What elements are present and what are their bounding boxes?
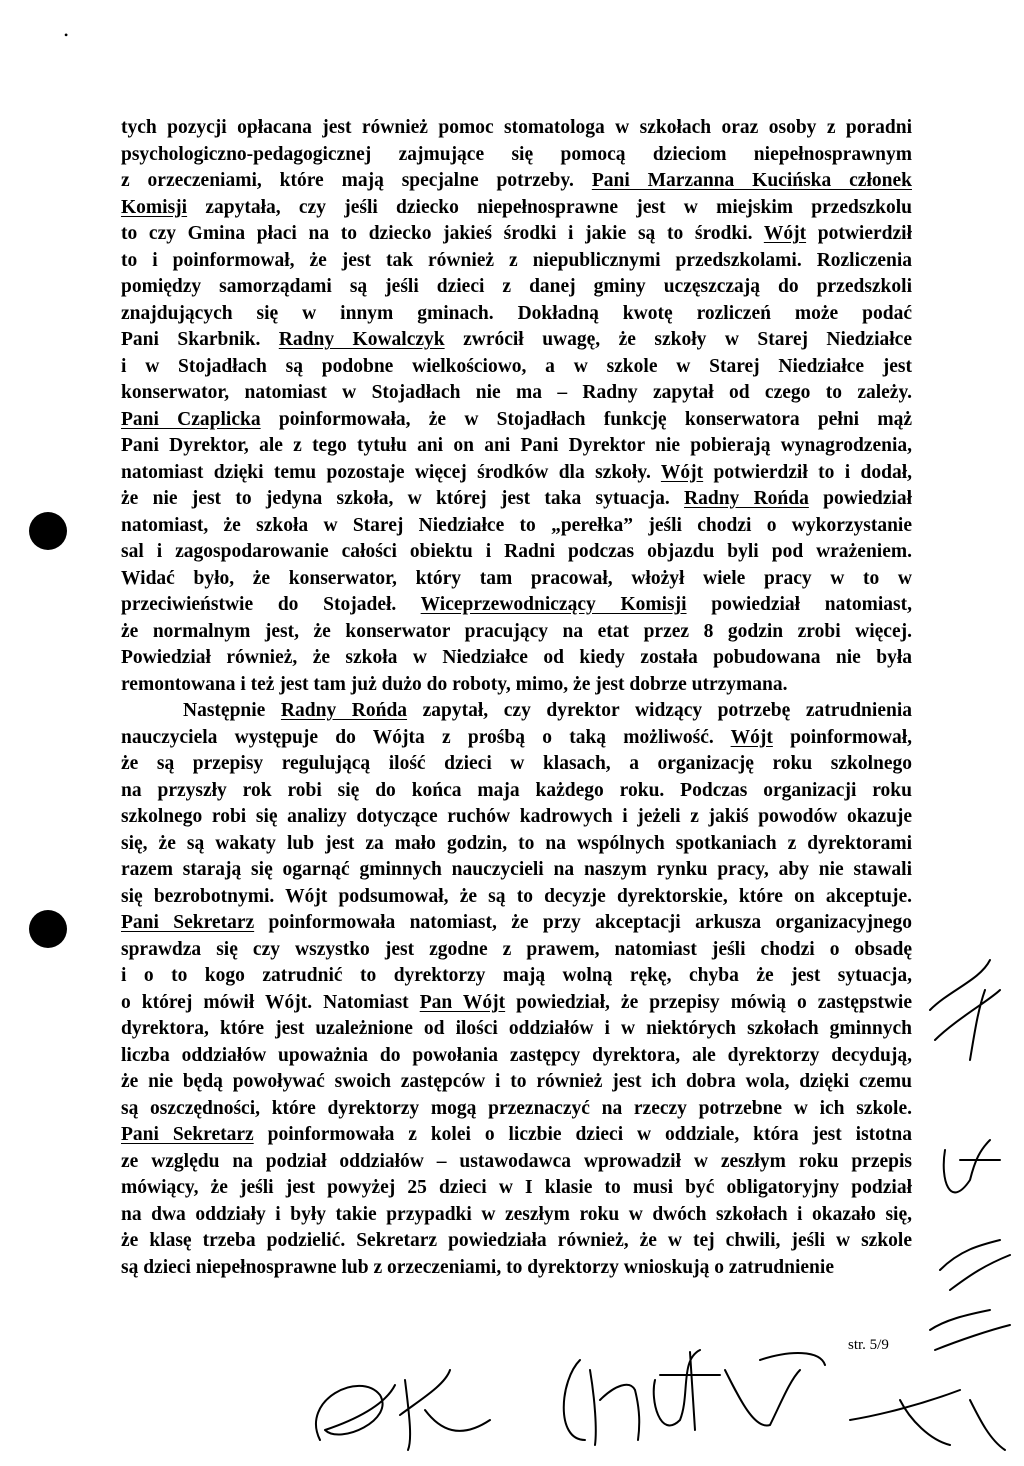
text-line	[121, 1016, 912, 1043]
text-line	[121, 486, 912, 513]
underlined-speaker: Komisji	[121, 196, 188, 218]
underlined-speaker: Wójt	[763, 223, 807, 244]
text-span: przeciwieństwie do Stojadeł.	[121, 594, 421, 615]
underlined-speaker: Wójt	[660, 461, 704, 483]
underlined-speaker: Pani Sekretarz	[121, 912, 255, 933]
punch-hole-top	[29, 512, 67, 550]
text-span: potwierdził	[806, 223, 912, 244]
text-line	[121, 248, 912, 275]
underlined-speaker: Radny Rońda	[684, 488, 809, 509]
text-span: poinformowała z kolei o liczbie dzieci w oddziale, która jest istotna	[253, 1124, 913, 1145]
underlined-speaker: Wójt	[730, 726, 773, 748]
text-span: poinformowała natomiast, że przy akceptacji arkusza organizacyjnego	[254, 912, 913, 933]
text-line	[121, 831, 912, 858]
text-span: Pani Dyrektor, ale z tego tytułu ani on ani Pani Dyrektor nie pobierają wynagrodzenia,	[121, 435, 912, 456]
text-span: psychologiczno-pedagogicznej zajmujące się pomocą dzieciom niepełnosprawnym	[121, 143, 912, 165]
text-line	[121, 566, 912, 593]
text-line	[121, 407, 912, 434]
text-span: dyrektora, które jest uzależnione od ilości oddziałów i w niektórych szkołach gminnych	[121, 1018, 912, 1039]
text-span: na dwa oddziały i były takie przypadki w zeszłym roku w dwóch szkołach i okazało się,	[121, 1203, 912, 1225]
text-line	[121, 460, 912, 487]
text-span: nauczyciela występuje do Wójta z prośbą o taką możliwość.	[121, 726, 731, 748]
text-line	[121, 168, 912, 195]
text-line	[121, 592, 912, 619]
underlined-speaker: Pani Marzanna Kucińska członek	[591, 170, 912, 191]
underlined-speaker: Pani Sekretarz	[121, 1124, 254, 1145]
text-line	[121, 354, 912, 381]
text-span: znajdujących się w innym gminach. Dokładną kwotę rozliczeń może podać	[121, 302, 912, 324]
text-line	[121, 1149, 912, 1176]
text-line	[121, 1228, 912, 1255]
text-span: się bezrobotnymi. Wójt podsumował, że są to decyzje dyrektorskie, które on akceptuje.	[121, 885, 912, 907]
text-line	[121, 645, 912, 672]
text-span: sprawdza się czy wszystko jest zgodne z prawem, natomiast jeśli chodzi o obsadę	[121, 938, 912, 960]
text-span: z orzeczeniami, które mają specjalne potrzeby.	[121, 170, 592, 191]
text-line	[121, 221, 912, 248]
text-span: są dzieci niepełnosprawne lub z orzeczeniami, to dyrektorzy wnioskują o zatrudnienie	[121, 1256, 834, 1278]
text-line	[121, 751, 912, 778]
text-line	[121, 301, 912, 328]
text-span: są oszczędności, które dyrektorzy mogą przeznaczyć na rzeczy potrzebne w ich szkole.	[121, 1097, 912, 1119]
text-span: powiedział, że przepisy mówią o zastępstwie	[505, 991, 912, 1013]
underlined-speaker: Wiceprzewodniczący Komisji	[420, 594, 687, 615]
text-span: natomiast dzięki temu pozostaje więcej środków dla szkoły.	[121, 461, 661, 483]
text-line	[121, 327, 912, 354]
underlined-speaker: Pan Wójt	[419, 991, 506, 1013]
page-number: str. 5/9	[848, 1337, 889, 1353]
text-span: poinformował,	[772, 726, 912, 748]
text-line	[121, 990, 912, 1017]
text-span: to i poinformował, że jest tak również z niepublicznymi przedszkolami. Rozliczenia	[121, 249, 912, 271]
text-line	[121, 195, 912, 222]
text-line	[121, 725, 912, 752]
text-line	[121, 1122, 912, 1149]
text-line	[121, 1043, 912, 1070]
text-span: to czy Gmina płaci na to dziecko jakieś środki i jakie są to środki.	[121, 223, 764, 244]
text-span: o której mówił Wójt. Natomiast	[121, 991, 420, 1013]
text-line	[121, 804, 912, 831]
text-span: Powiedział również, że szkoła w Niedziałce od kiedy została pobudowana nie była	[121, 647, 912, 668]
text-line	[121, 698, 912, 725]
text-span: że klasę trzeba podzielić. Sekretarz powiedziała również, że w tej chwili, jeśli w szkole	[121, 1230, 912, 1251]
text-span: natomiast, że szkoła w Starej Niedziałce to „perełka” jeśli chodzi o wykorzystanie	[121, 514, 912, 536]
text-span: i o to kogo zatrudnić to dyrektorzy mają wolną rękę, chyba że jest sytuacja,	[121, 965, 912, 986]
text-line	[121, 778, 912, 805]
text-span: na przyszły rok robi się do końca maja każdego roku. Podczas organizacji roku	[121, 779, 912, 801]
signature-bottom-1	[316, 1370, 490, 1450]
text-span: ze względu na podział oddziałów – ustawodawca wprowadził w zeszłym roku przepis	[121, 1150, 912, 1172]
text-line	[121, 963, 912, 990]
text-span: że nie będą powoływać swoich zastępców i to również jest ich dobra wola, dzięki czemu	[121, 1071, 912, 1092]
text-line	[121, 274, 912, 301]
text-span: zapytała, czy jeśli dziecko niepełnosprawne jest w miejskim przedszkolu	[187, 196, 912, 218]
text-line	[121, 937, 912, 964]
text-line	[121, 539, 912, 566]
signature-bottom-3	[725, 1353, 825, 1426]
underlined-speaker: Radny Rońda	[280, 700, 408, 721]
signature-bottom-2	[564, 1350, 720, 1445]
text-span: Widać było, że konserwator, który tam pracował, włożył wiele pracy w to w	[121, 567, 912, 589]
text-line	[121, 380, 912, 407]
text-line	[121, 115, 912, 142]
text-span: i w Stojadłach są podobne wielkościowo, a w szkole w Starej Niedziałce jest	[121, 355, 912, 377]
text-span: sal i zagospodarowanie całości obiektu i Radni podczas objazdu byli pod wrażeniem.	[121, 541, 912, 562]
text-span: zwrócił uwagę, że szkoły w Starej Niedziałce	[444, 329, 912, 350]
text-span: że nie jest to jedyna szkoła, w której jest taka sytuacja.	[121, 488, 685, 509]
text-line	[121, 513, 912, 540]
text-span: konserwator, natomiast w Stojadłach nie ma – Radny zapytał od czego to zależy.	[121, 382, 912, 403]
text-line	[121, 1255, 912, 1282]
text-span: szkolnego robi się analizy dotyczące ruchów kadrowych i jeżeli z jakiś powodów okazuje	[121, 806, 912, 827]
text-span: razem starają się ogarnąć gminnych nauczycieli na naszym rynku pracy, aby nie stawali	[121, 859, 912, 880]
text-line	[121, 672, 912, 699]
text-line	[121, 142, 912, 169]
underlined-speaker: Pani Czaplicka	[121, 408, 261, 430]
text-line	[121, 857, 912, 884]
text-line	[121, 1096, 912, 1123]
text-line	[121, 884, 912, 911]
text-span: pomiędzy samorządami są jeśli dzieci z danej gminy uczęszczają do przedszkoli	[121, 276, 912, 297]
text-span: remontowana i też jest tam już dużo do roboty, mimo, że jest dobrze utrzymana.	[121, 673, 788, 695]
punch-hole-bottom	[29, 910, 67, 948]
text-line	[121, 1069, 912, 1096]
text-span: mówiący, że jeśli jest powyżej 25 dzieci w I klasie to musi być obligatoryjny podział	[121, 1177, 912, 1198]
text-span: tych pozycji opłacana jest również pomoc stomatologa w szkołach oraz osoby z poradni	[121, 117, 912, 138]
text-span: że są przepisy regulującą ilość dzieci w klasach, a organizację roku szkolnego	[121, 753, 912, 774]
text-span: Następnie	[183, 700, 281, 721]
text-line	[121, 910, 912, 937]
text-line	[121, 433, 912, 460]
text-span: powiedział natomiast,	[686, 594, 913, 615]
text-line	[121, 619, 912, 646]
text-span: liczba oddziałów upoważnia do powołania zastępcy dyrektora, ale dyrektorzy decydują,	[121, 1044, 912, 1066]
text-span: się, że są wakaty lub jest za mało godzin, to na wspólnych spotkaniach z dyrektorami	[121, 832, 912, 854]
underlined-speaker: Radny Kowalczyk	[278, 329, 445, 350]
body-text	[121, 115, 912, 1281]
text-line	[121, 1175, 912, 1202]
text-span: zapytał, czy dyrektor widzący potrzebę zatrudnienia	[407, 700, 912, 721]
text-span: Pani Skarbnik.	[121, 329, 279, 350]
text-span: potwierdził to i dodał,	[703, 461, 912, 483]
text-span: powiedział	[808, 488, 912, 509]
text-span: że normalnym jest, że konserwator pracujący na etat przez 8 godzin zrobi więcej.	[121, 620, 912, 642]
text-line	[121, 1202, 912, 1229]
text-span: poinformowała, że w Stojadłach funkcję konserwatora pełni mąż	[260, 408, 913, 430]
margin-mark: •	[64, 28, 69, 42]
